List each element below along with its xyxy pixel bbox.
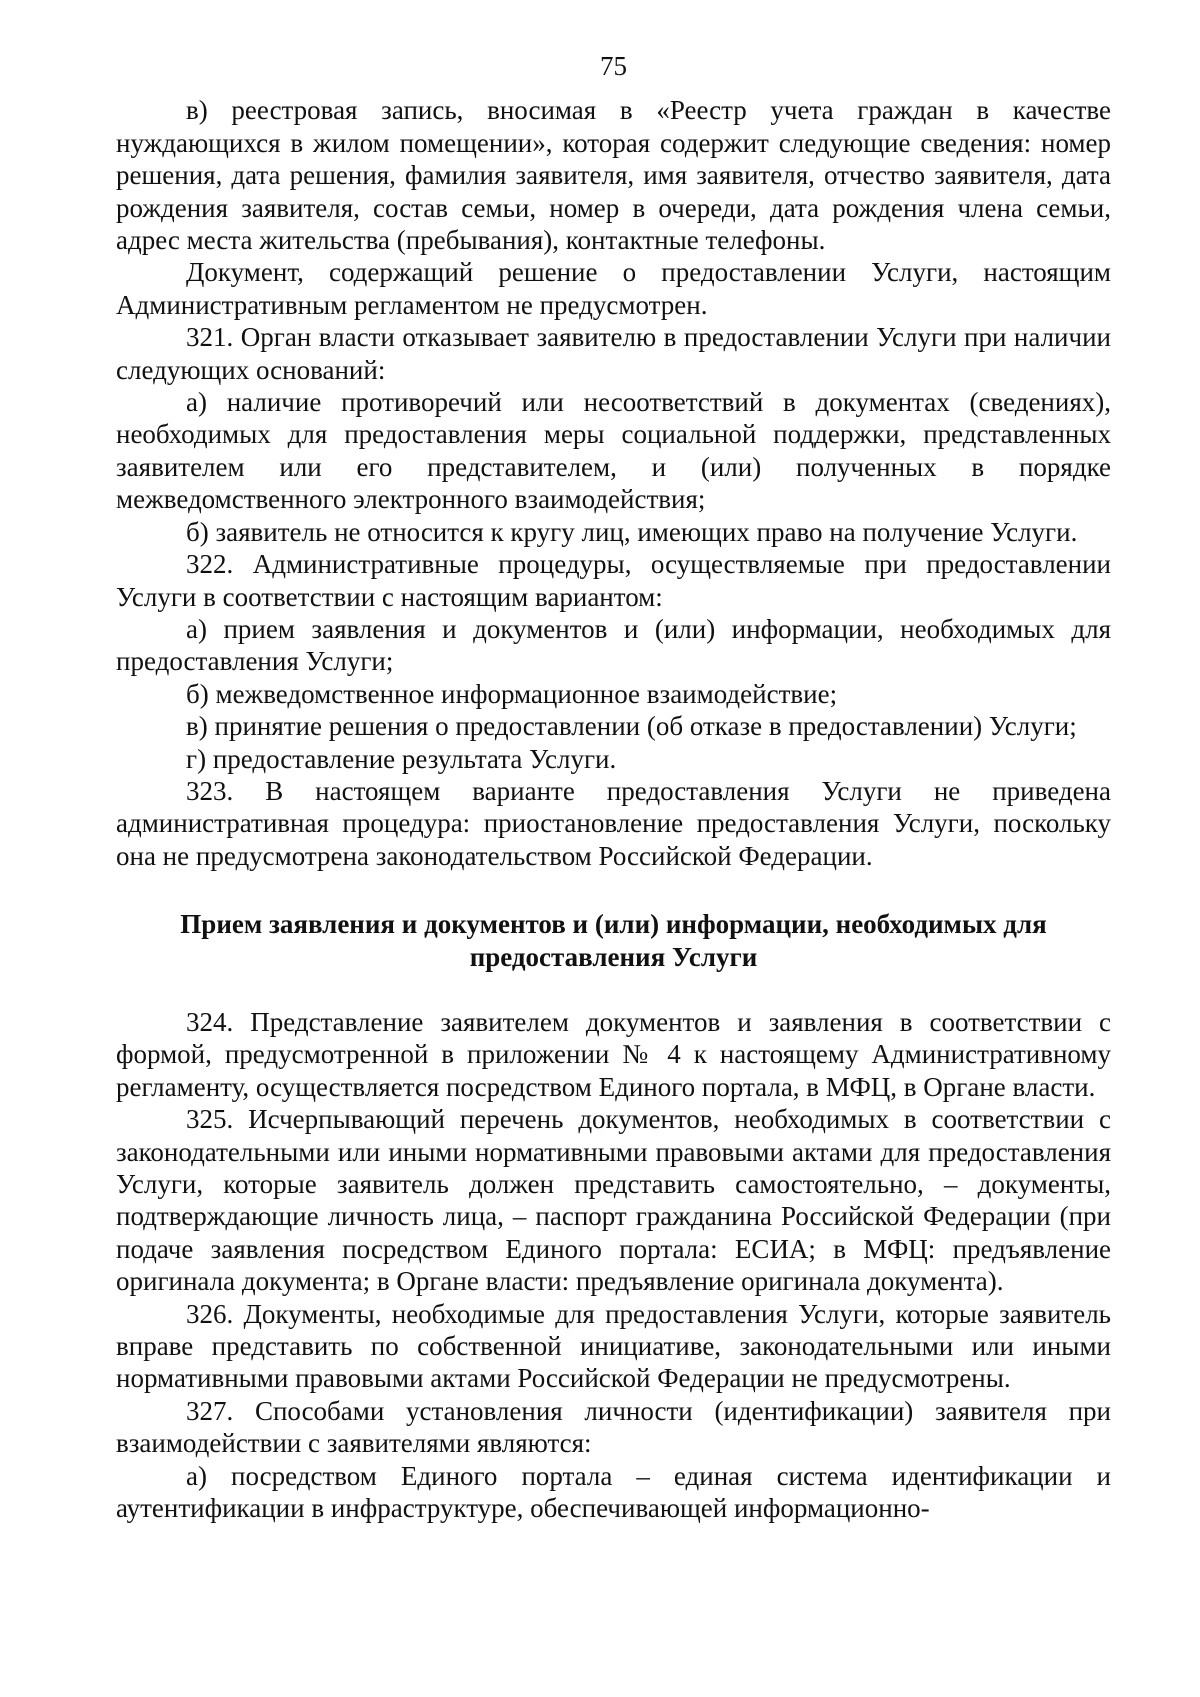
paragraph-322: 322. Административные процедуры, осуществляемые при предоставлении Услуги в соответствии с настоящим вариантом:	[116, 549, 1111, 612]
paragraph-325: 325. Исчерпывающий перечень документов, необходимых в соответствии с законодательными или иными нормативными правовыми актами для предоставления Услуги, которые заявитель должен представить самостоятельно, – документы, подтверждающие личность лица, – паспорт гражданина Российской Федерации (при подаче заявления посредством Единого портала: ЕСИА; в МФЦ: предъявление оригинала документа; в Органе власти: предъявление оригинала документа).	[116, 1104, 1111, 1297]
paragraph-322-b: б) межведомственное информационное взаимодействие;	[186, 678, 838, 709]
paragraph-321-a: а) наличие противоречий или несоответствий в документах (сведениях), необходимых для предоставления меры социальной поддержки, представленных заявителем или его представителем, и (или) полученных в порядке межведомственного электронного взаимодействия;	[116, 387, 1111, 515]
paragraph-327: 327. Способами установления личности (идентификации) заявителя при взаимодействии с заявителями являются:	[116, 1395, 1111, 1459]
paragraph-323: 323. В настоящем варианте предоставления Услуги не приведена административная процедура: приостановление предоставления Услуги, поскольку она не предусмотрена законодательством Российской Федерации.	[116, 775, 1111, 871]
paragraph-322-a: а) прием заявления и документов и (или) информации, необходимых для предоставления Услуги;	[116, 613, 1111, 677]
paragraph-327-a: а) посредством Единого портала – единая система идентификации и аутентификации в инфраструктуре, обеспечивающей информационно-	[116, 1460, 1111, 1524]
paragraph-322-v: в) принятие решения о предоставлении (об отказе в предоставлении) Услуги;	[186, 711, 1077, 742]
paragraph-322-g: г) предоставление результата Услуги.	[186, 743, 617, 774]
paragraph-321-b: б) заявитель не относится к кругу лиц, имеющих право на получение Услуги.	[186, 516, 1078, 547]
paragraph-324: 324. Представление заявителем документов и заявления в соответствии с формой, предусмотренной в приложении № 4 к настоящему Административному регламенту, осуществляется посредством Единого портала, в МФЦ, в Органе власти.	[116, 1006, 1111, 1102]
paragraph-326: 326. Документы, необходимые для предоставления Услуги, которые заявитель вправе представить по собственной инициативе, законодательными или иными нормативными правовыми актами Российской Федерации не предусмотрены.	[116, 1298, 1111, 1394]
paragraph-decision-document: Документ, содержащий решение о предоставлении Услуги, настоящим Административным регламентом не предусмотрен.	[116, 257, 1111, 320]
page-number: 75	[600, 51, 627, 81]
section-after-heading	[116, 1006, 1111, 1525]
section-before-heading	[116, 94, 1111, 872]
paragraph-v-registry-entry: в) реестровая запись, вносимая в «Реестр учета граждан в качестве нуждающихся в жилом помещении», которая содержит следующие сведения: номер решения, дата решения, фамилия заявителя, имя заявителя, отчество заявителя, дата рождения заявителя, состав семьи, номер в очереди, дата рождения члена семьи, адрес места жительства (пребывания), контактные телефоны.	[116, 95, 1111, 256]
section-heading: Прием заявления и документов и (или) информации, необходимых для предоставления Услуги	[180, 909, 1047, 972]
paragraph-321: 321. Орган власти отказывает заявителю в предоставлении Услуги при наличии следующих оснований:	[116, 322, 1111, 385]
